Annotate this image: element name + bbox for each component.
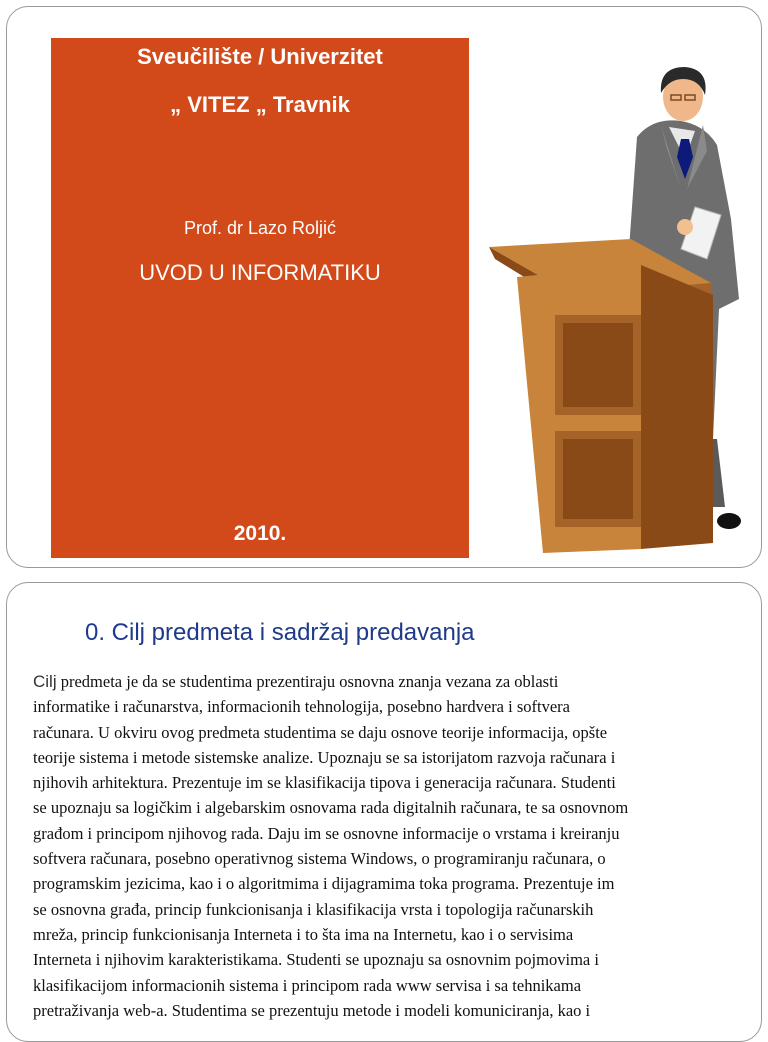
lecturer-at-podium-illustration bbox=[481, 59, 762, 559]
text-line: se osnovna građa, princip funkcionisanja i klasifikacija vrsta i topologija računarskih bbox=[33, 899, 594, 919]
title-slide bbox=[6, 6, 762, 568]
text-line: Cilj predmeta je da se studentima prezentiraju osnovna znanja vezana za oblasti bbox=[33, 672, 559, 691]
text-line: Interneta i njihovim karakteristikama. Studenti se upoznaju sa osnovnim pojmovima i bbox=[33, 950, 599, 970]
university-name: Sveučilište / Univerzitet bbox=[137, 44, 383, 69]
lead-word: Cilj bbox=[33, 672, 57, 691]
text-line: programskim jezicima, kao i o algoritmima i dijagramima toka programa. Prezentuje im bbox=[33, 874, 615, 894]
slide-title: 0. Cilj predmeta i sadržaj predavanja bbox=[85, 619, 475, 646]
text-line: softvera računara, posebno operativnog sistema Windows, o programiranju računara, o bbox=[33, 849, 606, 869]
text-line: računara. U okviru ovog predmeta studentima se daju osnove teorije informacija, opšte bbox=[33, 722, 608, 742]
text-line: mreža, princip funkcionisanja Interneta i to šta ima na Internetu, kao i o servisima bbox=[33, 924, 574, 944]
text-line: se upoznaju sa logičkim i algebarskim osnovama rada digitalnih računara, te sa osnovnom bbox=[33, 798, 629, 818]
course-title: UVOD U INFORMATIKU bbox=[139, 260, 381, 285]
title-box bbox=[51, 38, 469, 558]
text-line: građom i principom njihovog rada. Daju im se osnovne informacije o vrstama i kreiranju bbox=[33, 823, 620, 843]
content-slide bbox=[6, 582, 762, 1042]
text-line: pretraživanja web-a. Studentima se prezentuju metode i modeli komuniciranja, kao i bbox=[33, 1000, 591, 1020]
professor-name: Prof. dr Lazo Roljić bbox=[183, 218, 337, 238]
institution-name: „ VITEZ „ Travnik bbox=[170, 92, 350, 117]
text-line: teorije sistema i metode sistemske analize. Upoznaju se sa istorijatom razvoja računara i bbox=[33, 747, 616, 767]
body-paragraph bbox=[33, 669, 733, 1023]
text-line: njihovih arhitektura. Prezentuje im se klasifikacija tipova i generacija računara. Studenti bbox=[33, 773, 616, 793]
year-label: 2010. bbox=[233, 522, 287, 545]
text-line: informatike i računarstva, informacionih tehnologija, posebno hardvera i softvera bbox=[33, 697, 570, 717]
text-line: klasifikacijom informacionih sistema i principom rada www servisa i sa tehnikama bbox=[33, 975, 582, 995]
